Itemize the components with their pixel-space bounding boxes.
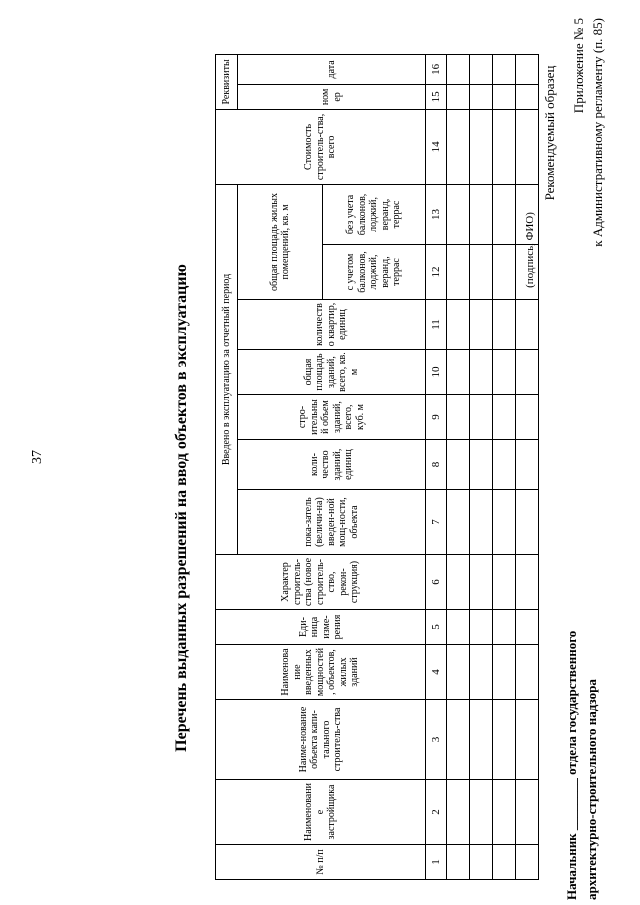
column-number: 13 [426,184,447,244]
empty-row [516,54,539,879]
header-cell-total-area: общая площадь зданий, всего, кв. м [238,350,426,395]
header-group-commissioned: Введено в эксплуатацию за отчетный период [216,184,238,554]
header-cell-character: Характер строитель-ства (новое строитель-ство, рекон-струкция) [216,555,426,610]
signature-block [562,530,601,900]
header-cell-apartments: количество квартир, единиц [238,300,426,350]
empty-cell [493,395,516,440]
empty-cell [516,555,539,610]
column-number: 6 [426,555,447,610]
empty-cell [447,54,470,84]
empty-cell [447,245,470,300]
column-number-row [426,54,447,879]
empty-cell [470,109,493,184]
empty-cell [516,300,539,350]
empty-cell [470,845,493,880]
empty-cell [447,395,470,440]
permits-table [215,54,539,880]
column-number: 15 [426,84,447,109]
empty-row [470,54,493,879]
column-number: 11 [426,300,447,350]
column-number: 8 [426,440,447,490]
empty-cell [470,395,493,440]
permits-table-wrapper [215,55,523,880]
empty-cell [447,300,470,350]
empty-cell [516,84,539,109]
empty-cell [447,490,470,555]
signature-caption: (подпись, ФИО) [524,212,536,288]
signature-line-2: архитектурно-строительного надзора [583,679,599,900]
empty-cell [470,84,493,109]
empty-cell [493,184,516,244]
appendix-line-1: Приложение № 5 [571,18,586,114]
empty-cell [447,610,470,645]
empty-cell [447,184,470,244]
empty-cell [470,54,493,84]
empty-cell [516,350,539,395]
header-cell-object-name: Наиме-нование объекта капи-тального строитель-ства [216,700,426,780]
header-cell-with-balconies: с учетом балконов, лоджий, веранд, террас [323,245,426,300]
empty-cell [493,700,516,780]
empty-cell [493,610,516,645]
signature-line-1: Начальник ________ отдела государственного [564,630,579,900]
column-number: 4 [426,645,447,700]
empty-cell [470,780,493,845]
header-cell-capacities: Наименование введенных мощностей, объектов, жилых зданий [216,645,426,700]
empty-cell [493,555,516,610]
header-row-groups [216,54,238,879]
header-cell-developer: Наименование застройщика [216,780,426,845]
empty-cell [516,184,539,244]
empty-cell [493,300,516,350]
column-number: 14 [426,109,447,184]
empty-cell [516,440,539,490]
header-cell-num: № п/п [216,845,426,880]
header-cell-date: дата [238,54,426,84]
column-number: 3 [426,700,447,780]
sample-note: Рекомендуемый образец [542,65,557,201]
column-number: 1 [426,845,447,880]
column-number: 7 [426,490,447,555]
empty-cell [516,645,539,700]
empty-cell [516,610,539,645]
empty-cell [470,245,493,300]
header-cell-volume: стро-ительный объем зданий, всего, куб. м [238,395,426,440]
empty-cell [470,490,493,555]
empty-cell [493,490,516,555]
empty-cell [447,350,470,395]
empty-cell [447,109,470,184]
column-number: 16 [426,54,447,84]
empty-cell [470,350,493,395]
empty-cell [493,440,516,490]
header-group-requisites: Реквизиты [216,54,238,109]
table-body [447,54,539,879]
page-number: 37 [30,450,45,464]
header-cell-cost: Стоимость строитель-ства, всего [216,109,426,184]
empty-cell [447,555,470,610]
empty-cell [516,245,539,300]
header-cell-indicator: пока-затель (величи-на) введен-ной мощ-ности, объекта [238,490,426,555]
empty-cell [447,440,470,490]
empty-cell [493,109,516,184]
empty-cell [447,84,470,109]
empty-cell [493,780,516,845]
empty-cell [493,645,516,700]
empty-cell [516,780,539,845]
column-number: 10 [426,350,447,395]
document-title: Перечень выданных разрешений на ввод объектов в эксплуатацию [173,264,190,752]
empty-cell [470,610,493,645]
empty-row [493,54,516,879]
empty-cell [493,84,516,109]
empty-cell [470,645,493,700]
empty-cell [516,490,539,555]
empty-cell [516,109,539,184]
empty-cell [516,54,539,84]
empty-cell [470,555,493,610]
appendix-note [570,18,608,318]
empty-cell [470,184,493,244]
column-number: 5 [426,610,447,645]
empty-cell [516,395,539,440]
column-number: 9 [426,395,447,440]
header-cell-number: номер [238,84,426,109]
empty-cell [470,440,493,490]
empty-cell [447,700,470,780]
empty-cell [516,845,539,880]
column-number: 2 [426,780,447,845]
empty-cell [470,700,493,780]
empty-cell [493,845,516,880]
empty-cell [447,845,470,880]
appendix-line-2: к Административному регламенту (п. 85) [589,18,605,247]
empty-cell [493,245,516,300]
header-cell-unit: Еди-ница изме-рения [216,610,426,645]
empty-cell [447,645,470,700]
empty-cell [493,54,516,84]
column-number: 12 [426,245,447,300]
empty-cell [447,780,470,845]
header-cell-buildings-count: коли-чество зданий, единиц [238,440,426,490]
empty-cell [470,300,493,350]
empty-cell [493,350,516,395]
header-cell-without-balconies: без учета балконов, лоджий, веранд, террас [323,184,426,244]
header-group-living-area: общая площадь жилых помещений, кв. м [238,184,323,299]
empty-cell [516,700,539,780]
empty-row [447,54,470,879]
